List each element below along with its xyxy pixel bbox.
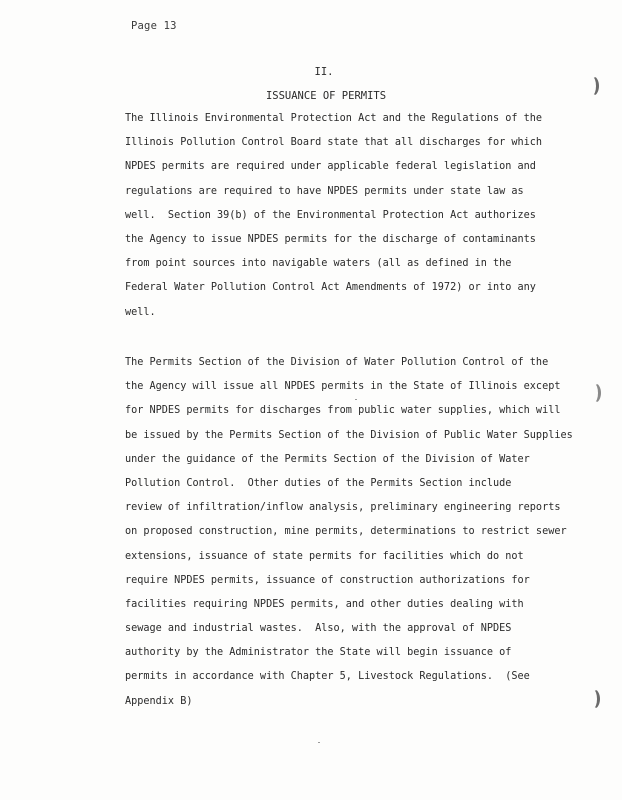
text-line: facilities requiring NPDES permits, and other duties dealing with [125, 598, 524, 610]
text-line: review of infiltration/inflow analysis, preliminary engineering reports [125, 502, 561, 514]
text-line: Illinois Pollution Control Board state that all discharges for which [125, 137, 543, 149]
text-line: The Permits Section of the Division of Water Pollution Control of the [125, 357, 549, 368]
scan-speck [318, 742, 320, 743]
text-line: under the guidance of the Permits Section of the Division of Water [125, 453, 530, 465]
text-line: from point sources into navigable waters (all as defined in the [125, 258, 512, 270]
text-line: sewage and industrial wastes. Also, with the approval of NPDES [125, 623, 512, 635]
text-line: be issued by the Permits Section of the Division of Public Water Supplies [125, 429, 573, 441]
section-title: ISSUANCE OF PERMITS [265, 90, 387, 102]
text-line: extensions, issuance of state permits for facilities which do not [125, 550, 524, 562]
text-line: require NPDES permits, issuance of construction authorizations for [125, 574, 530, 586]
text-line: NPDES permits are required under applicable federal legislation and [125, 161, 536, 173]
text-line: regulations are required to have NPDES permits under state law as [125, 185, 524, 197]
text-line: the Agency to issue NPDES permits for the discharge of contaminants [125, 233, 536, 245]
section-numeral: II. [314, 66, 334, 78]
text-line: permits in accordance with Chapter 5, Livestock Regulations. (See [125, 671, 530, 683]
text-line: authority by the Administrator the State will begin issuance of [125, 647, 512, 659]
text-line: well. [125, 306, 156, 318]
text-line: Federal Water Pollution Control Act Amendments of 1972) or into any [125, 282, 536, 294]
page-number: Page 13 [131, 20, 177, 32]
paragraph-2 [125, 351, 575, 714]
text-line: on proposed construction, mine permits, determinations to restrict sewer [125, 526, 567, 538]
scan-speck [355, 399, 357, 400]
binder-hole-mark [588, 383, 601, 403]
text-line: for NPDES permits for discharges from public water supplies, which will [125, 405, 561, 417]
text-line: Appendix B) [125, 695, 193, 707]
text-line: the Agency will issue all NPDES permits in the State of Illinois except [125, 381, 561, 393]
text-line: well. Section 39(b) of the Environmental Protection Act authorizes [125, 209, 536, 221]
binder-hole-mark [586, 76, 599, 96]
binder-hole-mark [587, 689, 600, 709]
paragraph-1 [125, 107, 575, 325]
text-line: Pollution Control. Other duties of the Permits Section include [125, 477, 512, 489]
text-line: The Illinois Environmental Protection Act and the Regulations of the [125, 113, 543, 124]
